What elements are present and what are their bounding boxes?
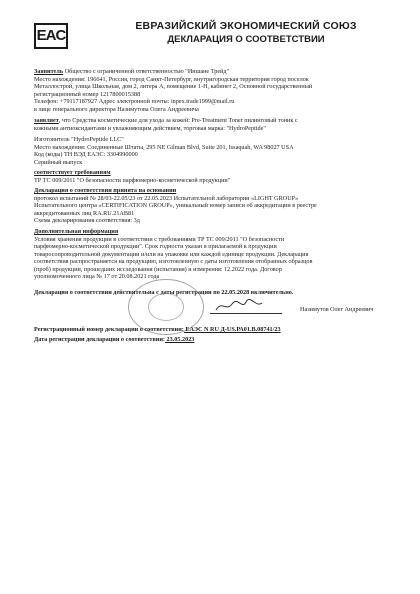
applicant-contacts: Телефон: +79117187927 Адрес электронной почты: inpex.trade1999@mail.ru (34, 98, 235, 105)
applicant-address-1: Место нахождения: 196641, Россия, город Санкт-Петербург, внутригородская территория город поселок (34, 75, 309, 83)
signatory-name: Назимутов Олег Андреевич (300, 306, 374, 313)
additional-line-6: уполномоченного лица № 17 от 20.08.2021 года (34, 273, 160, 280)
manufacturer-address: Место нахождения: Соединенные Штаты, 295 NE Gilman Blvd, Suite 201, Issaquah, WA 98027 USA (34, 143, 294, 151)
additional-line-1: Условия хранения продукции в соответствии с требованиями ТР ТС 009/2011 "О безопасности (34, 235, 285, 243)
declaration-scheme: Схема декларирования соответствия: 3д (34, 217, 140, 224)
technical-regulation: ТР ТС 009/2011 "О безопасности парфюмерно-косметической продукции" (34, 176, 231, 184)
declares-label: заявляет (34, 117, 59, 124)
document-title: ДЕКЛАРАЦИЯ О СООТВЕТСТВИИ (167, 34, 325, 45)
union-title: ЕВРАЗИЙСКИЙ ЭКОНОМИЧЕСКИЙ СОЮЗ (135, 20, 357, 32)
basis-line-2: Испытательного центра «CERTIFICATION GROUP», уникальный номер записи об аккредитации в реестре (34, 202, 317, 209)
basis-line-1: протокол испытаний № 28/03-22.05/23 от 22.05.2023 Испытательной лаборатории «LIGHT GROUP» (34, 194, 299, 202)
product-description-2: кожными антиоксидантами и увлажняющим действием, торговая марка: "HydroPeptide" (34, 124, 266, 132)
production-type: Серийный выпуск (34, 158, 83, 166)
registration-number: ЕАЭС N RU Д-US.РА01.В.08741/23 (183, 326, 281, 333)
applicant-representative: в лице генерального директора Назимутова Олега Андреевича (34, 105, 199, 113)
registration-number-label: Регистрационный номер декларации о соответствии: (34, 326, 184, 333)
applicant-ogrn: регистрационный номер 1217800015388 (34, 90, 141, 98)
basis-line-3: аккредитованных лиц RA.RU.21AB81 (34, 209, 135, 217)
applicant-address-2: Металлострой, улица Школьная, дом 2, литера А, помещение 1-Н, кабинет 2, Основной государственный (34, 83, 313, 90)
applicant-line (34, 68, 394, 76)
requirements-heading: соответствует требованиям (34, 169, 111, 176)
basis-heading: Декларация о соответствии принята на основании (34, 187, 177, 194)
declares-line (34, 117, 394, 125)
registration-date-line (34, 336, 394, 344)
additional-line-2: парфюмерно-косметической продукции". Срок годности указан в прилагаемой к продукции (34, 243, 277, 250)
eac-logo: EAC (34, 23, 68, 49)
seal-stamp-inner (148, 293, 184, 321)
manufacturer-name: Изготовитель "HydroPeptide LLC" (34, 136, 124, 143)
signature-mark (214, 298, 264, 314)
signature-line (210, 313, 282, 314)
registration-date: 23.05.2023 (164, 336, 195, 343)
applicant-name: Общество с ограниченной ответственностью "Иншане Трейд" (63, 68, 230, 75)
applicant-label: Заявитель (34, 68, 64, 75)
registration-date-label: Дата регистрации декларации о соответствии: (34, 336, 165, 343)
hs-code: Код (коды) ТН ВЭД ЕАЭС: 3304990000 (34, 151, 138, 158)
product-description: , что Средства косметические для ухода за кожей: Pre-Treatment Toner пилинговый тоник с (58, 117, 298, 124)
additional-line-4: соответствия распространяется на продукцию, изготовленную с даты изготовления отобранных образцов (34, 258, 313, 265)
additional-heading: Дополнительная информация (34, 228, 119, 235)
registration-number-line (34, 326, 394, 334)
additional-line-3: товаросопроводительной документации и/или на упаковке или каждой единице продукции. Декларация (34, 250, 309, 258)
additional-line-5: (проб) продукции, прошедших исследования (испытания) и измерения: 12.2022 года. Договор (34, 265, 282, 273)
validity-statement: Декларация о соответствии действительна с даты регистрации по 22.05.2028 включительно. (34, 289, 294, 296)
